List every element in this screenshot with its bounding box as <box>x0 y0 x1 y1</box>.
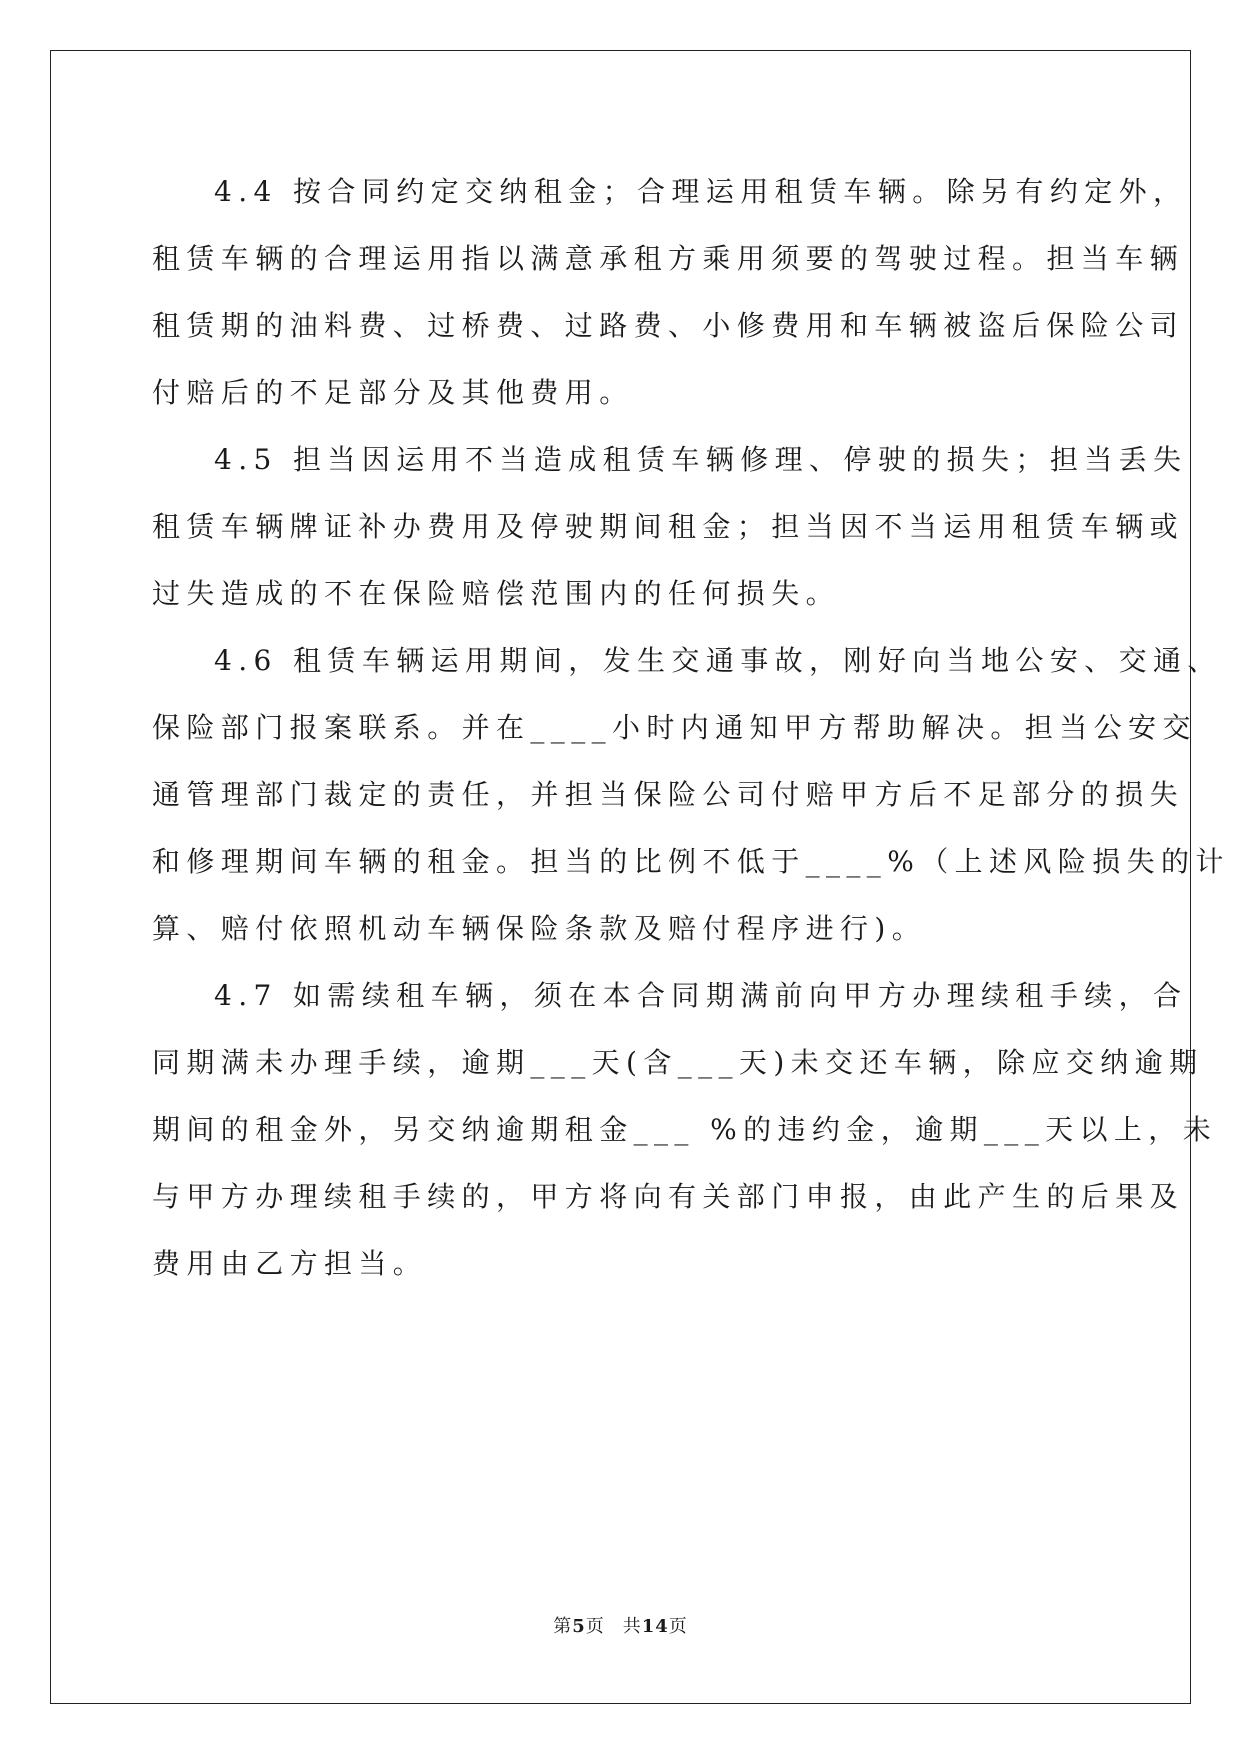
text-line: 费用由乙方担当。 <box>152 1247 428 1280</box>
page-suffix: 页 <box>585 1616 605 1637</box>
page-total: 14 <box>641 1616 669 1637</box>
text-line: 通管理部门裁定的责任，并担当保险公司付赔甲方后不足部分的损失 <box>152 778 1185 811</box>
text-line: 4.5 担当因运用不当造成租赁车辆修理、停驶的损失；担当丢失 <box>214 443 1188 476</box>
text-line: 同期满未办理手续，逾期___天(含___天)未交还车辆，除应交纳逾期 <box>152 1046 1204 1079</box>
paragraph <box>152 158 1188 426</box>
text-line: 租赁期的油料费、过桥费、过路费、小修费用和车辆被盗后保险公司 <box>152 309 1185 342</box>
text-line: 4.7 如需续租车辆，须在本合同期满前向甲方办理续租手续，合 <box>214 979 1188 1012</box>
text-line: 期间的租金外，另交纳逾期租金___ %的违约金，逾期___天以上，未 <box>152 1113 1218 1146</box>
page-prefix: 第 <box>553 1616 573 1637</box>
text-line: 4.4 按合同约定交纳租金；合理运用租赁车辆。除另有约定外， <box>214 175 1188 208</box>
text-line: 和修理期间车辆的租金。担当的比例不低于____%（上述风险损失的计 <box>152 845 1230 878</box>
text-line: 4.6 租赁车辆运用期间，发生交通事故，刚好向当地公安、交通、 <box>214 644 1222 677</box>
text-line: 与甲方办理续租手续的，甲方将向有关部门申报，由此产生的后果及 <box>152 1180 1185 1213</box>
total-suffix: 页 <box>668 1616 688 1637</box>
page-current: 5 <box>572 1616 586 1637</box>
paragraph <box>152 962 1218 1297</box>
page-footer <box>0 1612 1241 1638</box>
paragraph <box>152 426 1188 627</box>
text-line: 保险部门报案联系。并在____小时内通知甲方帮助解决。担当公安交 <box>152 711 1197 744</box>
text-line: 算、赔付依照机动车辆保险条款及赔付程序进行)。 <box>152 912 927 945</box>
text-line: 过失造成的不在保险赔偿范围内的任何损失。 <box>152 577 841 610</box>
text-line: 租赁车辆的合理运用指以满意承租方乘用须要的驾驶过程。担当车辆 <box>152 242 1185 275</box>
document-body <box>152 158 1230 1297</box>
text-line: 付赔后的不足部分及其他费用。 <box>152 376 634 409</box>
total-prefix: 共 <box>622 1616 642 1637</box>
paragraph <box>152 627 1230 962</box>
text-line: 租赁车辆牌证补办费用及停驶期间租金；担当因不当运用租赁车辆或 <box>152 510 1185 543</box>
